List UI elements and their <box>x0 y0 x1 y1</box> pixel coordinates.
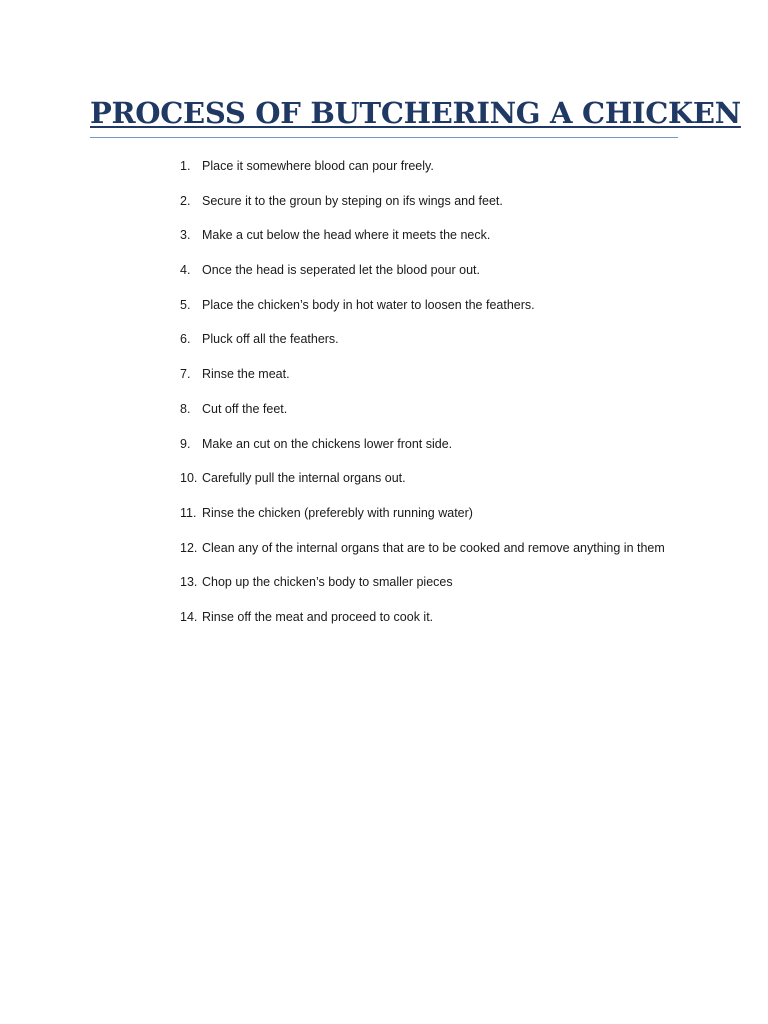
step-text: Cut off the feet. <box>202 401 288 416</box>
list-item <box>180 468 760 503</box>
step-number: 7. <box>180 367 191 382</box>
list-item <box>180 434 760 469</box>
list-item <box>180 260 760 295</box>
list-item <box>180 538 760 573</box>
list-item <box>180 364 760 399</box>
step-text: Pluck off all the feathers. <box>202 332 339 347</box>
step-text: Rinse the meat. <box>202 367 290 382</box>
title-divider <box>90 137 678 138</box>
list-item <box>180 503 760 538</box>
step-number: 12. <box>180 540 198 555</box>
step-number: 9. <box>180 436 191 451</box>
step-number: 14. <box>180 609 198 624</box>
list-item <box>180 156 760 191</box>
step-text: Place the chicken’s body in hot water to loosen the feathers. <box>202 297 535 312</box>
list-item <box>180 191 760 226</box>
step-text: Carefully pull the internal organs out. <box>202 471 406 486</box>
steps-list <box>180 156 760 642</box>
list-item <box>180 607 760 642</box>
step-text: Make an cut on the chickens lower front side. <box>202 436 453 451</box>
step-number: 2. <box>180 193 191 208</box>
step-number: 5. <box>180 297 191 312</box>
list-item <box>180 225 760 260</box>
step-number: 3. <box>180 228 191 243</box>
step-number: 6. <box>180 332 191 347</box>
step-text: Once the head is seperated let the blood pour out. <box>202 263 480 278</box>
step-number: 13. <box>180 575 198 590</box>
step-text: Clean any of the internal organs that are to be cooked and remove anything in them <box>202 540 665 555</box>
list-item <box>180 399 760 434</box>
page-title: PROCESS OF BUTCHERING A CHICKEN <box>90 96 741 130</box>
step-number: 8. <box>180 401 191 416</box>
step-text: Chop up the chicken’s body to smaller pieces <box>202 575 453 590</box>
step-number: 10. <box>180 471 198 486</box>
step-number: 1. <box>180 159 191 173</box>
step-text: Rinse off the meat and proceed to cook it. <box>202 609 434 624</box>
step-text: Rinse the chicken (preferebly with running water) <box>202 505 473 520</box>
step-text: Place it somewhere blood can pour freely. <box>202 159 434 173</box>
step-number: 4. <box>180 263 191 278</box>
list-item <box>180 295 760 330</box>
step-text: Secure it to the groun by steping on ifs wings and feet. <box>202 193 503 208</box>
list-item <box>180 572 760 607</box>
step-text: Make a cut below the head where it meets the neck. <box>202 228 491 243</box>
step-number: 11. <box>180 505 197 520</box>
list-item <box>180 329 760 364</box>
